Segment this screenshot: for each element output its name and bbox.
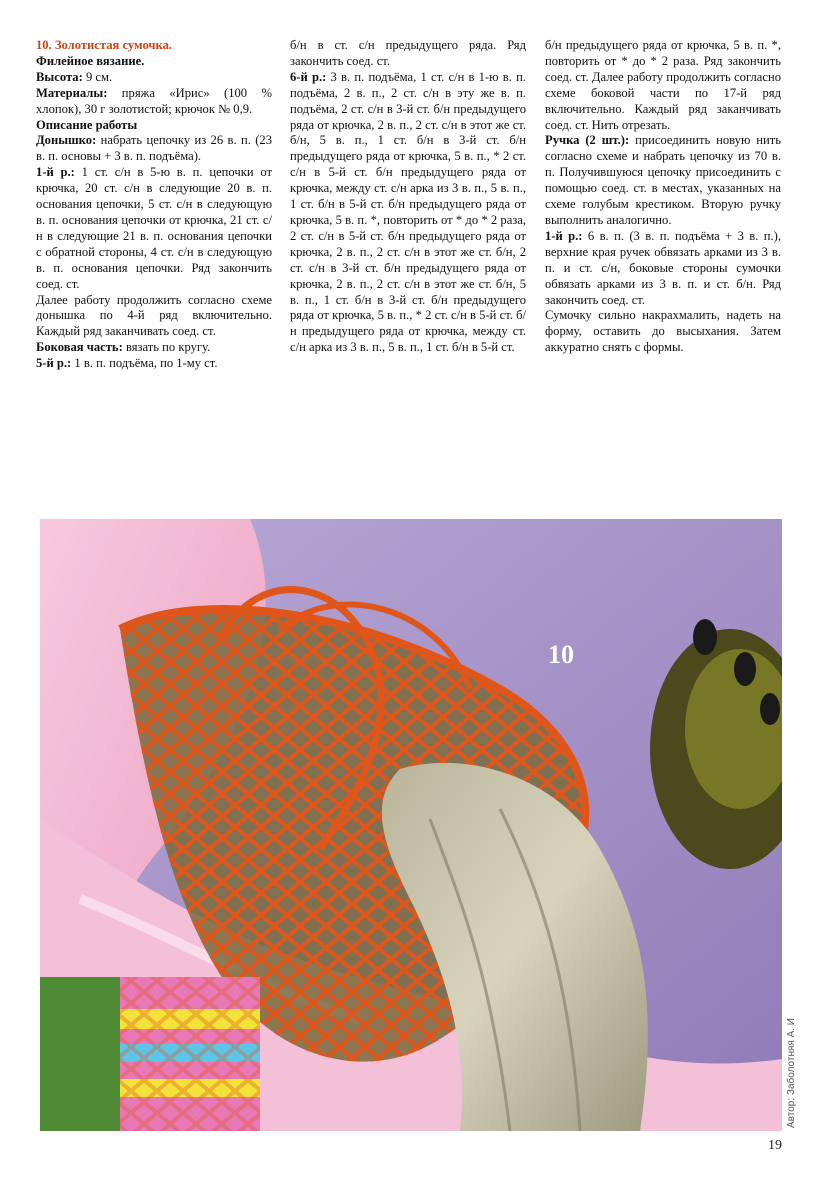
product-photo (40, 519, 782, 1131)
paragraph-text: 1 ст. с/н в 5-ю в. п. цепочки от крючка, 20 ст. с/н в следующие 20 в. п. основания цепочки, 5 ст. с/н в следующую в. п. основания цепочки от крючка, 21 ст. с/н в следующие 21 в. п. основания цепочки с обратной стороны, 4 ст. с/н в следующую в. п. основания цепочки. Ряд закончить соед. ст. (36, 165, 272, 291)
page-number: 19 (768, 1138, 782, 1153)
text-column-2 (290, 38, 526, 356)
paragraph-text: б/н в ст. с/н предыдущего ряда. Ряд закончить соед. ст. (290, 38, 526, 68)
paragraph-lead: Высота: (36, 69, 83, 84)
paragraph-lead: 5-й р.: (36, 356, 72, 371)
paragraph-text: Сумочку сильно накрахмалить, надеть на форму, оставить до высыхания. Затем аккуратно снять с формы. (545, 308, 781, 355)
paragraph (545, 229, 781, 309)
paragraph (545, 308, 781, 356)
paragraph-text: набрать цепочку из 26 в. п. (23 в. п. основы + 3 в. п. подъёма). (36, 133, 272, 164)
paragraph-text: 6 в. п. (3 в. п. подъёма + 3 в. п.), верхние края ручек обвязать арками из 3 в. п. и ст. с/н, боковые стороны сумочки обвязать арками из 3 в. п. и ст. б/н. Ряд закончить соед. ст. (545, 228, 781, 307)
paragraph-text: 1 в. п. подъёма, по 1-му ст. (71, 356, 218, 371)
photo-number-label: 10 (548, 640, 574, 669)
paragraph-text: Описание работы (36, 117, 138, 132)
paragraph (36, 54, 272, 70)
paragraph-text: присоединить новую нить согласно схеме и набрать цепочку из 70 в. п. Получившуюся цепочку присоединить с помощью соед. ст. в местах, указанных на схеме голубым крестиком. Вторую ручку выполнить аналогично. (545, 133, 781, 227)
paragraph (36, 133, 272, 165)
paragraph (36, 86, 272, 118)
paragraph-lead: Ручка (2 шт.): (545, 133, 630, 148)
paragraph (36, 293, 272, 341)
paragraph (36, 118, 272, 134)
paragraph (36, 165, 272, 292)
paragraph-text: 9 см. (82, 69, 113, 84)
paragraph-text: вязать по кругу. (122, 340, 211, 355)
text-column-3 (545, 38, 781, 356)
text-column-1 (36, 38, 272, 372)
paragraph-text: Филейное вязание. (36, 53, 145, 68)
paragraph (36, 70, 272, 86)
paragraph-text: б/н предыдущего ряда от крючка, 5 в. п. *, повторить от * до * 2 раза. Ряд закончить соед. ст. Далее работу продолжить согласно схеме боковой части по 17-й ряд включительно. Каждый ряд заканчивать соед. ст. Нить отрезать. (545, 38, 781, 132)
paragraph (545, 133, 781, 228)
paragraph-text: 10. Золотистая сумочка. (36, 38, 173, 52)
paragraph-lead: 6-й р.: (290, 69, 327, 84)
paragraph (290, 38, 526, 70)
paragraph (545, 38, 781, 133)
author-credit: Автор: Заболотняя А. И (786, 1018, 797, 1128)
paragraph-lead: Боковая часть: (36, 340, 123, 355)
paragraph (290, 70, 526, 356)
paragraph-lead: 1-й р.: (545, 228, 583, 243)
paragraph-text: Далее работу продолжить согласно схеме донышка по 4-й ряд включительно. Каждый ряд заканчивать соед. ст. (36, 292, 272, 339)
paragraph-text: 3 в. п. подъёма, 1 ст. с/н в 1-ю в. п. подъёма, 2 в. п., 2 ст. с/н в эту же в. п. подъёма, 2 ст. с/н в 3-й ст. б/н предыдущего ряда от крючка, 2 в. п., 2 ст. с/н в этот же ст. б/н, 5 в. п., 1 ст. б/н в 3-й ст. б/н предыдущего ряда от крючка, 5 в. п., * 2 ст. с/н в 5-й ст. б/н предыдущего ряда от крючка, между ст. с/н арка из 3 в. п., 5 в. п., 1 ст. б/н в 5-й ст. б/н предыдущего ряда от крючка, 5 в. п. *, повторить от * до * 2 раза, 2 ст. с/н в 5-й ст. б/н предыдущего ряда от крючка, 2 в. п., 2 ст. с/н в этот же ст. б/н, 2 ст. с/н в 3-й ст. б/н предыдущего ряда от крючка, 2 в. п., 2 ст. с/н в этот же ст. б/н, 5 в. п., 1 ст. б/н в 3-й ст. б/н предыдущего ряда от крючка, 5 в. п., * 2 ст. с/н в 5-й ст. б/н предыдущего ряда от крючка, между ст. с/н арка из 3 в. п., 5 в. п., 1 ст. б/н в 5-й ст. (290, 69, 526, 355)
paragraph-lead: 1-й р.: (36, 165, 75, 180)
paragraph (36, 38, 272, 54)
paragraph-lead: Материалы: (36, 85, 108, 100)
paragraph (36, 356, 272, 372)
bag-photo-illustration (40, 519, 782, 1131)
paragraph-text: пряжа «Ирис» (100 % хлопок), 30 г золотистой; крючок № 0,9. (36, 85, 272, 116)
paragraph (36, 340, 272, 356)
paragraph-lead: Донышко: (36, 133, 97, 148)
